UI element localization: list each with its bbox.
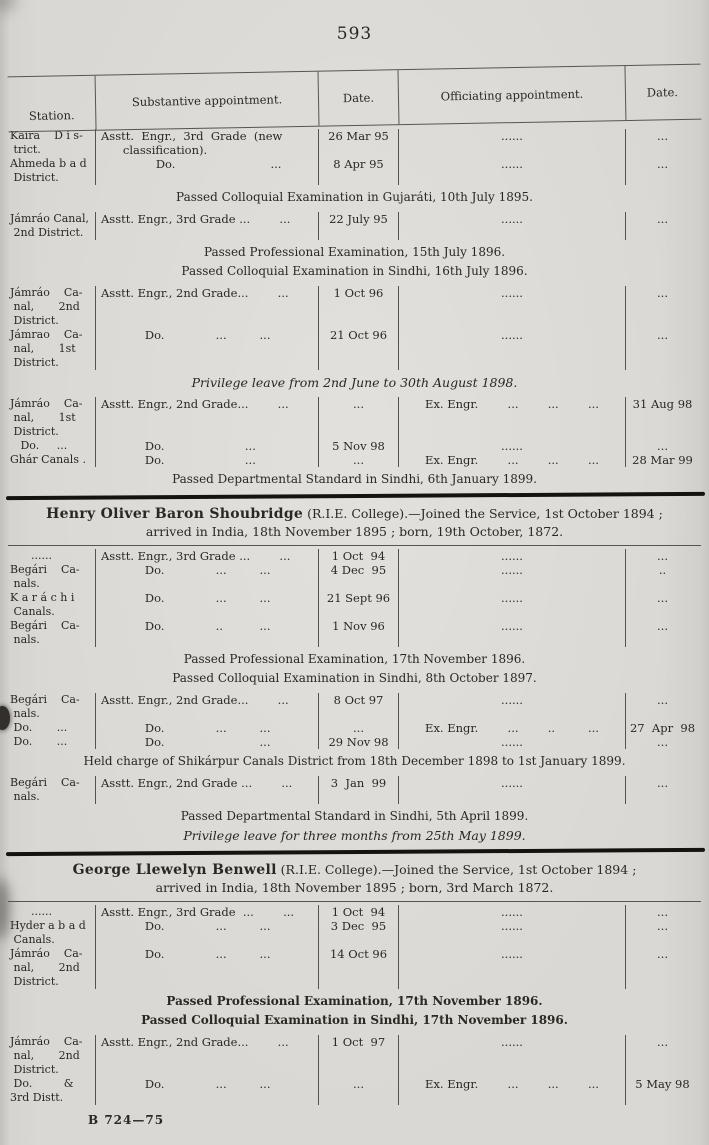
text-line — [399, 577, 625, 591]
text-line: ...... — [501, 157, 523, 171]
person-header-line2: arrived in India, 18th November 1895 ; born, 19th October, 1872. — [145, 524, 564, 539]
text-line: ... — [657, 591, 668, 605]
examination-note: Passed Departmental Standard in Sindhi, 5th April 1899. — [180, 809, 529, 823]
date-2-cell — [625, 905, 699, 989]
text-line — [626, 314, 699, 328]
section-person-header — [14, 861, 695, 896]
entry-row — [8, 773, 701, 806]
text-line — [96, 1063, 318, 1077]
text-line: Do. ... — [10, 439, 68, 452]
substantive-appointment-cell — [95, 129, 318, 185]
substantive-appointment-cell — [95, 693, 318, 749]
text-line: Asstt. Engr., 2nd Grade... ... — [101, 1035, 289, 1049]
person-name: Henry Oliver Baron Shoubridge — [46, 506, 304, 522]
table-header-row — [8, 64, 702, 133]
text-line — [319, 314, 398, 328]
examination-note: Privilege leave for three months from 25th May 1899. — [183, 828, 526, 843]
text-line: 2nd District. — [10, 226, 84, 239]
text-line — [399, 605, 625, 619]
text-line: 26 Mar 95 — [328, 129, 389, 143]
text-line: nals. — [10, 633, 40, 646]
examination-note: Passed Departmental Standard in Sindhi, 6th January 1899. — [172, 472, 537, 486]
date-cell — [318, 905, 398, 989]
text-line: nals. — [10, 707, 40, 720]
text-line: ...... — [501, 693, 523, 707]
text-line: District. — [10, 425, 59, 438]
text-line — [399, 314, 625, 328]
text-line: Asstt. Engr., 3rd Grade ... ... — [101, 549, 291, 563]
text-line — [626, 707, 699, 721]
text-line: Do. ... — [101, 439, 256, 453]
station-cell — [8, 212, 95, 240]
text-line — [626, 1049, 699, 1063]
text-line: ...... — [10, 549, 52, 562]
text-line: ...... — [501, 919, 523, 933]
text-line: ...... — [501, 735, 523, 749]
station-cell — [8, 397, 95, 467]
text-line: Hyder a b a d — [10, 919, 86, 932]
text-line: Begári Ca- — [10, 563, 80, 576]
text-line: District. — [10, 1063, 59, 1076]
text-line: 1 Oct 97 — [331, 1035, 386, 1049]
text-line: 8 Oct 97 — [333, 693, 384, 707]
text-line: Do. ... ... — [101, 328, 271, 342]
text-line: 4 Dec 95 — [330, 563, 387, 577]
text-line: District. — [10, 356, 59, 369]
officiating-appointment-cell — [398, 549, 625, 647]
officiating-appointment-cell — [398, 286, 625, 370]
person-name: George Llewelyn Benwell — [72, 862, 277, 878]
date-cell — [318, 286, 398, 370]
text-line: classification). — [101, 143, 208, 157]
column-header-station: Station. — [28, 108, 75, 123]
text-line: ... — [657, 549, 668, 563]
text-line: ... — [657, 919, 668, 933]
text-line — [96, 577, 318, 591]
text-line — [626, 425, 699, 439]
text-line: ... — [657, 1035, 668, 1049]
text-line: 21 Sept 96 — [326, 591, 391, 605]
column-header-substantive: Substantive appointment. — [95, 72, 319, 130]
text-line: ... — [657, 905, 668, 919]
examination-note: Passed Professional Examination, 17th November 1896. — [166, 994, 543, 1008]
text-line — [626, 577, 699, 591]
entry-row — [8, 546, 701, 649]
text-line: ...... — [501, 439, 523, 453]
text-line — [319, 1049, 398, 1063]
text-line: Ex. Engr. ... ... ... — [425, 1077, 599, 1091]
text-line: 14 Oct 96 — [329, 947, 388, 961]
entry-row — [8, 394, 701, 469]
examination-note: Passed Colloquial Examination in Sindhi, 8th October 1897. — [172, 671, 537, 685]
entry-row — [8, 690, 701, 751]
text-line: K a r á c h i — [10, 591, 75, 604]
examination-note: Passed Colloquial Examination in Gujaráti, 10th July 1895. — [176, 190, 533, 204]
text-line: 8 Apr 95 — [333, 157, 384, 171]
text-line: ... — [353, 397, 364, 411]
text-line: ...... — [501, 947, 523, 961]
text-line: Ex. Engr. ... ... ... — [425, 397, 599, 411]
text-line: 1 Oct 94 — [331, 549, 386, 563]
date-2-cell — [625, 1035, 699, 1105]
text-line: Asstt. Engr., 2nd Grade... ... — [101, 286, 289, 300]
text-line — [319, 707, 398, 721]
text-line: Do. ... ... — [101, 591, 271, 605]
text-line: trict. — [10, 143, 41, 156]
substantive-appointment-cell — [95, 905, 318, 989]
text-line: Do. ... — [101, 157, 282, 171]
text-line: nal, 2nd — [10, 300, 80, 313]
date-cell — [318, 776, 398, 804]
text-line: Ahmeda b a d — [10, 157, 87, 170]
text-line: 3 Jan 99 — [330, 776, 387, 790]
station-cell — [8, 776, 95, 804]
station-cell — [8, 549, 95, 647]
text-line: ... — [657, 328, 668, 342]
text-line: nals. — [10, 577, 40, 590]
text-line: Ex. Engr. ... .. ... — [425, 721, 599, 735]
text-line: ... — [353, 721, 364, 735]
text-line: 1 Oct 94 — [331, 905, 386, 919]
officiating-appointment-cell — [398, 129, 625, 185]
text-line: 5 Nov 98 — [332, 439, 385, 453]
text-line: ...... — [501, 1035, 523, 1049]
text-line: Begári Ca- — [10, 619, 80, 632]
section-person-header — [14, 505, 695, 540]
text-line — [399, 1049, 625, 1063]
text-line: ... — [657, 129, 668, 143]
examination-note: Passed Colloquial Examination in Sindhi, 17th November 1896. — [141, 1013, 568, 1027]
text-line: Jámráo Ca- — [10, 947, 83, 960]
text-line: ...... — [501, 563, 523, 577]
text-line — [399, 143, 625, 157]
text-line: Do. ... — [10, 735, 68, 748]
text-line: 31 Aug 98 — [632, 397, 693, 411]
text-line: ...... — [10, 905, 52, 918]
date-cell — [318, 129, 398, 185]
officiating-appointment-cell — [398, 905, 625, 989]
text-line: Asstt. Engr., 2nd Grade... ... — [101, 397, 289, 411]
text-line — [626, 300, 699, 314]
date-2-cell — [625, 693, 699, 749]
text-line: ...... — [501, 776, 523, 790]
text-line: 27 Apr 98 — [629, 721, 696, 735]
text-line: ...... — [501, 549, 523, 563]
text-line: Do. ... — [101, 453, 256, 467]
text-line: Do. ... ... — [101, 947, 271, 961]
text-line: .. — [658, 563, 667, 577]
text-line: Do. ... ... — [101, 721, 271, 735]
person-header-line1 — [14, 505, 695, 523]
text-line: 29 Nov 98 — [328, 735, 389, 749]
text-line: 5 May 98 — [635, 1077, 690, 1091]
substantive-appointment-cell — [95, 286, 318, 370]
text-line — [96, 314, 318, 328]
text-line — [319, 577, 398, 591]
date-cell — [318, 693, 398, 749]
text-line: Asstt. Engr., 3rd Grade (new — [101, 129, 283, 143]
text-line: ...... — [501, 286, 523, 300]
officiating-appointment-cell — [398, 776, 625, 804]
person-service-info: (R.I.E. College).—Joined the Service, 1st October 1894 ; — [303, 506, 663, 521]
text-line: Begári Ca- — [10, 776, 80, 789]
column-header-date-2: Date. — [624, 65, 699, 120]
person-service-info: (R.I.E. College).—Joined the Service, 1st October 1894 ; — [276, 862, 637, 877]
text-line — [399, 933, 625, 947]
text-line — [96, 605, 318, 619]
text-line: ... — [353, 1077, 364, 1091]
text-line: Ex. Engr. ... ... ... — [425, 453, 599, 467]
text-line: ...... — [501, 212, 523, 226]
text-line — [319, 300, 398, 314]
text-line: ... — [657, 776, 668, 790]
text-line: ... — [657, 947, 668, 961]
text-line — [626, 933, 699, 947]
text-line — [399, 707, 625, 721]
date-cell — [318, 1035, 398, 1105]
text-line: 22 July 95 — [329, 212, 388, 226]
text-line: ... — [657, 619, 668, 633]
text-line: Jámráo Ca- — [10, 397, 83, 410]
text-line: 21 Oct 96 — [329, 328, 388, 342]
section-divider-rule — [6, 848, 705, 856]
date-cell — [318, 549, 398, 647]
person-header-line2: arrived in India, 18th November 1895 ; born, 3rd March 1872. — [155, 880, 554, 895]
entry-row — [8, 126, 701, 187]
text-line: ... — [657, 286, 668, 300]
text-line: District. — [10, 975, 59, 988]
station-cell — [8, 286, 95, 370]
officiating-appointment-cell — [398, 693, 625, 749]
text-line: Asstt. Engr., 2nd Grade ... ... — [101, 776, 293, 790]
column-header-officiating: Officiating appointment. — [397, 66, 625, 124]
date-2-cell — [625, 129, 699, 185]
text-line: Canals. — [10, 933, 55, 946]
station-cell — [8, 905, 95, 989]
date-2-cell — [625, 397, 699, 467]
examination-note: Passed Professional Examination, 15th July 1896. — [203, 245, 506, 259]
text-line: District. — [10, 314, 59, 327]
text-line: 1 Nov 96 — [332, 619, 385, 633]
text-line: nal, 1st — [10, 342, 76, 355]
station-cell — [8, 129, 95, 185]
text-line: Canals. — [10, 605, 55, 618]
text-line — [319, 425, 398, 439]
entry-row — [8, 209, 701, 242]
date-2-cell — [625, 776, 699, 804]
text-line: Do. ... ... — [101, 563, 271, 577]
person-header-line1 — [14, 861, 695, 879]
text-line — [399, 300, 625, 314]
text-line — [626, 143, 699, 157]
text-line: ... — [353, 453, 364, 467]
text-line — [399, 425, 625, 439]
entry-row — [8, 902, 701, 991]
text-line: ... — [657, 157, 668, 171]
text-line: ...... — [501, 129, 523, 143]
examination-note: Passed Colloquial Examination in Sindhi, 16th July 1896. — [181, 264, 528, 278]
plate-mark: B 724—75 — [88, 1113, 165, 1127]
officiating-appointment-cell — [398, 212, 625, 240]
text-line — [96, 707, 318, 721]
substantive-appointment-cell — [95, 1035, 318, 1105]
text-line: Kaira D i s- — [10, 129, 83, 142]
page-number: 593 — [336, 24, 373, 44]
substantive-appointment-cell — [95, 549, 318, 647]
text-line: nal, 2nd — [10, 961, 80, 974]
text-line: Asstt. Engr., 3rd Grade ... ... — [101, 212, 291, 226]
text-line — [96, 425, 318, 439]
text-line: ...... — [501, 591, 523, 605]
text-line: ... — [657, 212, 668, 226]
text-line: Jámráo Ca- — [10, 286, 83, 299]
text-line — [96, 300, 318, 314]
text-line: Do. ... — [101, 735, 271, 749]
text-line: Do. ... ... — [101, 919, 271, 933]
substantive-appointment-cell — [95, 212, 318, 240]
text-line: Do. .. ... — [101, 619, 271, 633]
text-line: Asstt. Engr., 3rd Grade ... ... — [101, 905, 295, 919]
text-line — [96, 411, 318, 425]
text-line: Jámráo Canal, — [10, 212, 89, 225]
examination-note: Held charge of Shikárpur Canals District from 18th December 1898 to 1st January 1899. — [83, 754, 626, 768]
station-cell — [8, 1035, 95, 1105]
text-line — [96, 933, 318, 947]
date-2-cell — [625, 212, 699, 240]
text-line: ...... — [501, 905, 523, 919]
column-header-date: Date. — [318, 70, 399, 125]
sections — [0, 126, 709, 1107]
station-cell — [8, 693, 95, 749]
text-line — [319, 1063, 398, 1077]
text-line: 3rd Distt. — [10, 1091, 64, 1104]
text-line: nal, 2nd — [10, 1049, 80, 1062]
text-line: District. — [10, 171, 59, 184]
text-line: Ghár Canals . — [10, 453, 86, 466]
text-line — [626, 605, 699, 619]
text-line — [319, 933, 398, 947]
text-line: Jámrao Ca- — [10, 328, 83, 341]
text-line — [626, 1063, 699, 1077]
examination-note: Passed Professional Examination, 17th November 1896. — [183, 652, 526, 666]
text-line: ...... — [501, 328, 523, 342]
text-line: 28 Mar 99 — [632, 453, 693, 467]
text-line: Begári Ca- — [10, 693, 80, 706]
entry-row — [8, 1032, 701, 1107]
date-cell — [318, 212, 398, 240]
text-line — [626, 411, 699, 425]
text-line: Do. ... ... — [101, 1077, 271, 1091]
text-line: ... — [657, 735, 668, 749]
officiating-appointment-cell — [398, 397, 625, 467]
text-line — [319, 411, 398, 425]
text-line: 1 Oct 96 — [333, 286, 384, 300]
text-line — [399, 1063, 625, 1077]
substantive-appointment-cell — [95, 776, 318, 804]
date-2-cell — [625, 286, 699, 370]
text-line: 3 Dec 95 — [330, 919, 387, 933]
text-line: Jámráo Ca- — [10, 1035, 83, 1048]
text-line: ... — [657, 439, 668, 453]
section-divider-rule — [6, 492, 705, 500]
text-line: ... — [657, 693, 668, 707]
text-line: Asstt. Engr., 2nd Grade... ... — [101, 693, 289, 707]
substantive-appointment-cell — [95, 397, 318, 467]
text-line: nal, 1st — [10, 411, 76, 424]
text-line: ...... — [501, 619, 523, 633]
entry-row — [8, 283, 701, 372]
date-2-cell — [625, 549, 699, 647]
text-line: nals. — [10, 790, 40, 803]
officiating-appointment-cell — [398, 1035, 625, 1105]
text-line — [319, 605, 398, 619]
date-cell — [318, 397, 398, 467]
text-line — [399, 411, 625, 425]
examination-note: Privilege leave from 2nd June to 30th August 1898. — [191, 375, 518, 390]
text-line — [319, 143, 398, 157]
text-line: Do. & — [10, 1077, 74, 1090]
text-line — [96, 1049, 318, 1063]
text-line: Do. ... — [10, 721, 68, 734]
